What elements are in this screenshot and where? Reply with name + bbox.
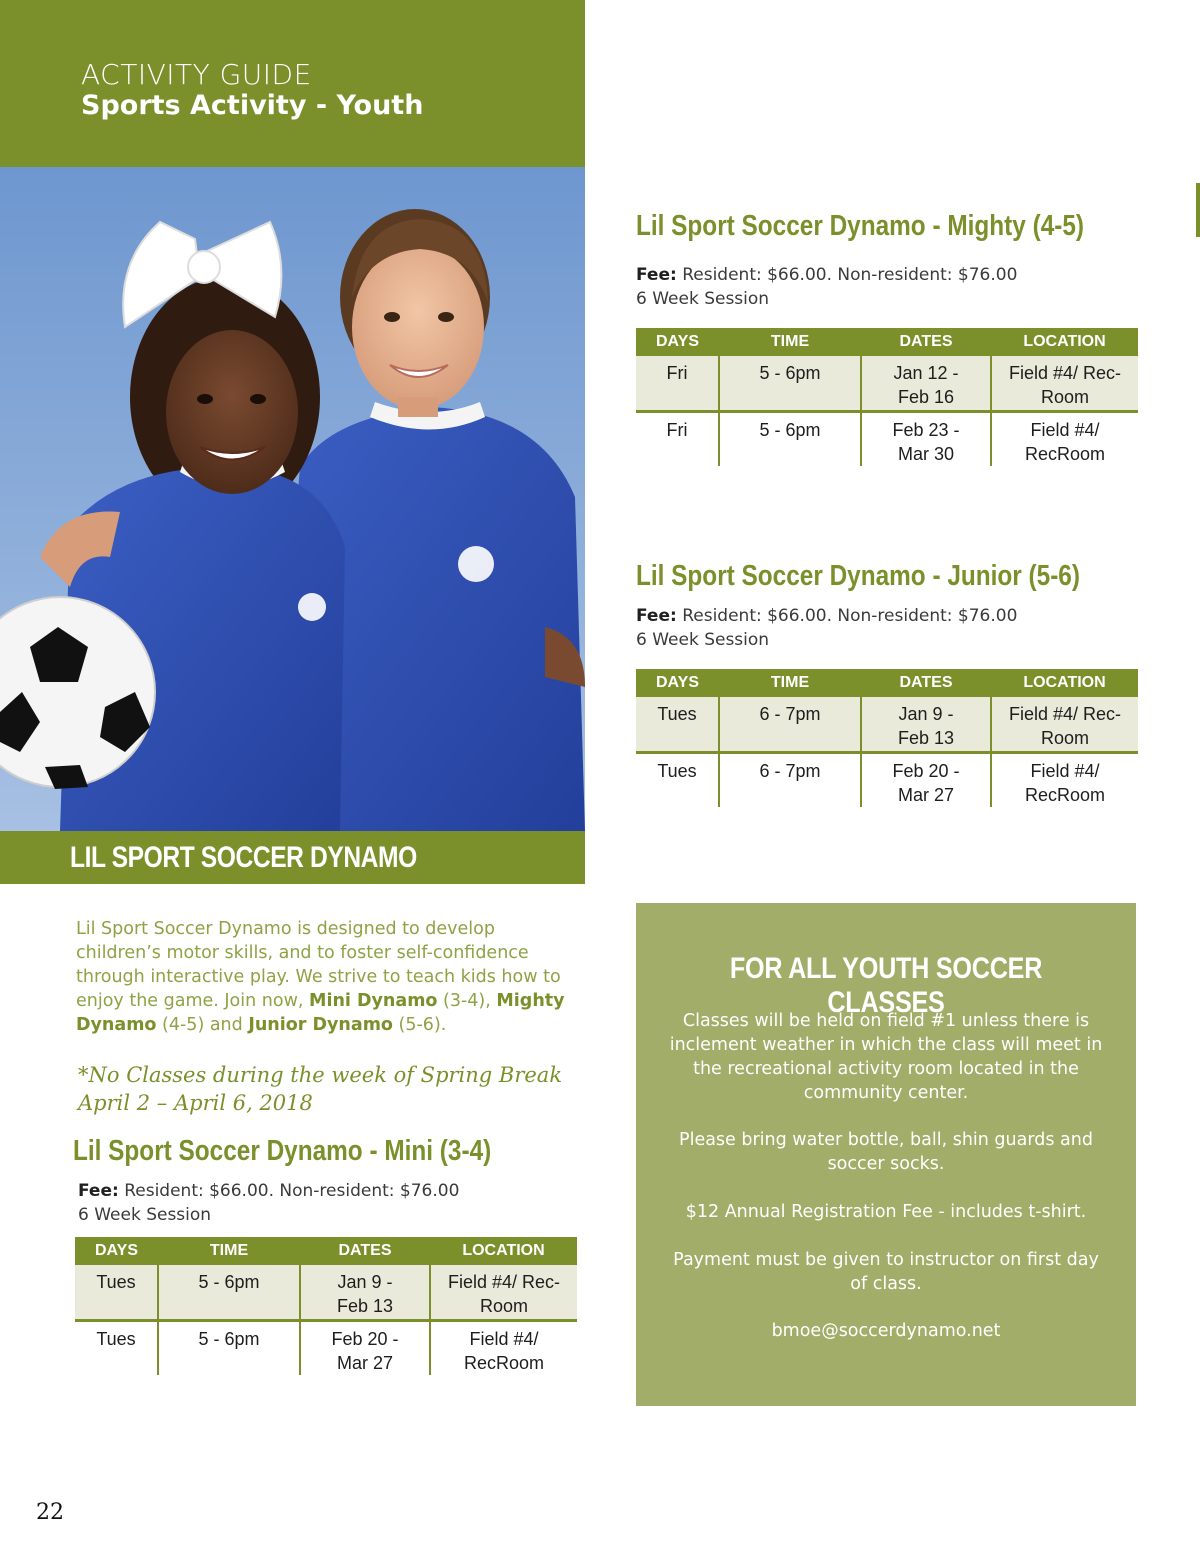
junior-dynamo-name: Junior Dynamo bbox=[248, 1015, 393, 1035]
fee-block-mini bbox=[78, 1179, 459, 1227]
dates-end: Feb 13 bbox=[336, 1296, 394, 1316]
cell-time: 5 - 6pm bbox=[719, 411, 861, 466]
table-row bbox=[636, 411, 1138, 466]
dates-end: Mar 27 bbox=[897, 784, 955, 805]
soccer-kids-illustration bbox=[0, 167, 585, 831]
info-equipment: Please bring water bottle, ball, shin guards and soccer socks. bbox=[679, 1130, 1093, 1174]
class-title-junior: Lil Sport Soccer Dynamo - Junior (5-6) bbox=[636, 560, 1080, 592]
dates-start: Feb 20 - bbox=[892, 760, 960, 781]
fee-text: Resident: $66.00. Non-resident: $76.00 bbox=[676, 265, 1018, 285]
dates-start: Feb 23 - bbox=[892, 419, 960, 440]
table-row bbox=[636, 752, 1138, 807]
location-line-2: Room bbox=[1040, 387, 1089, 407]
info-box-title: FOR ALL YOUTH SOCCER CLASSES bbox=[729, 952, 1043, 1019]
table-row bbox=[636, 697, 1138, 752]
schedule-table-mighty bbox=[636, 328, 1138, 466]
page-edge-tab bbox=[1196, 183, 1200, 237]
dates-end: Mar 27 bbox=[336, 1352, 394, 1373]
schedule-table-mini bbox=[75, 1237, 577, 1375]
cell-dates bbox=[300, 1265, 430, 1320]
location-line-2: RecRoom bbox=[463, 1352, 545, 1373]
location-line-1: Field #4/ Rec- bbox=[1008, 704, 1122, 724]
dates-end: Feb 13 bbox=[897, 728, 955, 748]
location-line-2: RecRoom bbox=[1024, 443, 1106, 464]
guide-title: Sports Activity - Youth bbox=[81, 90, 424, 121]
session-length: 6 Week Session bbox=[78, 1205, 212, 1225]
col-header-dates: DATES bbox=[861, 328, 991, 356]
cell-location bbox=[430, 1265, 577, 1320]
info-field-policy: Classes will be held on field #1 unless there is inclement weather in which the class will meet in the recreational activity room located in the community center. bbox=[669, 1011, 1103, 1103]
col-header-location: LOCATION bbox=[430, 1237, 577, 1265]
fee-text: Resident: $66.00. Non-resident: $76.00 bbox=[118, 1181, 460, 1201]
col-header-time: TIME bbox=[719, 669, 861, 697]
cell-location bbox=[991, 411, 1138, 466]
location-line-2: Room bbox=[479, 1296, 528, 1316]
cell-day: Tues bbox=[75, 1320, 158, 1375]
cell-time: 6 - 7pm bbox=[719, 752, 861, 807]
cell-dates bbox=[861, 356, 991, 411]
program-description bbox=[76, 917, 576, 1037]
cell-time: 5 - 6pm bbox=[158, 1320, 300, 1375]
table-row bbox=[75, 1320, 577, 1375]
contact-email-link[interactable]: bmoe@soccerdynamo.net bbox=[771, 1321, 1001, 1341]
col-header-time: TIME bbox=[719, 328, 861, 356]
fee-block-mighty bbox=[636, 263, 1017, 311]
mighty-dynamo-name: Mighty Dynamo bbox=[76, 991, 565, 1035]
col-header-location: LOCATION bbox=[991, 669, 1138, 697]
dates-start: Jan 12 - bbox=[893, 363, 959, 383]
mini-dynamo-name: Mini Dynamo bbox=[309, 991, 438, 1011]
location-line-1: Field #4/ Rec- bbox=[1008, 363, 1122, 383]
session-length: 6 Week Session bbox=[636, 630, 770, 650]
session-length: 6 Week Session bbox=[636, 289, 770, 309]
col-header-dates: DATES bbox=[861, 669, 991, 697]
schedule-table-junior bbox=[636, 669, 1138, 807]
location-line-1: Field #4/ bbox=[1030, 419, 1100, 440]
dates-end: Mar 30 bbox=[897, 443, 955, 464]
fee-label: Fee: bbox=[636, 265, 677, 285]
fee-block-junior bbox=[636, 604, 1017, 652]
info-registration-fee: $12 Annual Registration Fee - includes t-shirt. bbox=[685, 1202, 1087, 1222]
fee-label: Fee: bbox=[78, 1181, 119, 1201]
cell-time: 5 - 6pm bbox=[719, 356, 861, 411]
location-line-1: Field #4/ bbox=[469, 1328, 539, 1349]
cell-location bbox=[991, 752, 1138, 807]
fee-label: Fee: bbox=[636, 606, 677, 626]
dates-start: Jan 9 - bbox=[898, 704, 954, 724]
col-header-time: TIME bbox=[158, 1237, 300, 1265]
cell-day: Tues bbox=[636, 752, 719, 807]
spring-break-note bbox=[78, 1061, 562, 1117]
cell-day: Fri bbox=[636, 411, 719, 466]
section-band bbox=[0, 831, 585, 884]
cell-dates bbox=[861, 411, 991, 466]
info-payment: Payment must be given to instructor on first day of class. bbox=[673, 1250, 1099, 1294]
location-line-1: Field #4/ bbox=[1030, 760, 1100, 781]
dates-start: Feb 20 - bbox=[331, 1328, 399, 1349]
section-title: LIL SPORT SOCCER DYNAMO bbox=[70, 841, 417, 874]
table-row bbox=[75, 1265, 577, 1320]
location-line-2: Room bbox=[1040, 728, 1089, 748]
cell-day: Tues bbox=[636, 697, 719, 752]
dates-start: Jan 9 - bbox=[337, 1272, 393, 1292]
cell-location bbox=[991, 697, 1138, 752]
col-header-days: DAYS bbox=[636, 328, 719, 356]
header-band bbox=[0, 0, 585, 167]
junior-dynamo-age: (5-6). bbox=[392, 1015, 447, 1035]
col-header-dates: DATES bbox=[300, 1237, 430, 1265]
cell-dates bbox=[861, 697, 991, 752]
cell-location bbox=[991, 356, 1138, 411]
spring-break-dates: April 2 – April 6, 2018 bbox=[78, 1091, 313, 1115]
cell-dates bbox=[861, 752, 991, 807]
location-line-1: Field #4/ Rec- bbox=[447, 1272, 561, 1292]
info-box bbox=[636, 903, 1136, 1406]
mini-dynamo-age: (3-4), bbox=[437, 991, 497, 1011]
cell-day: Fri bbox=[636, 356, 719, 411]
col-header-days: DAYS bbox=[75, 1237, 158, 1265]
cell-dates bbox=[300, 1320, 430, 1375]
hero-photo bbox=[0, 167, 585, 831]
cell-time: 6 - 7pm bbox=[719, 697, 861, 752]
guide-kicker: ACTIVITY GUIDE bbox=[81, 58, 312, 91]
location-line-2: RecRoom bbox=[1024, 784, 1106, 805]
col-header-location: LOCATION bbox=[991, 328, 1138, 356]
cell-day: Tues bbox=[75, 1265, 158, 1320]
mighty-dynamo-age: (4-5) and bbox=[156, 1015, 249, 1035]
table-row bbox=[636, 356, 1138, 411]
page-number: 22 bbox=[36, 1500, 64, 1525]
class-title-mini: Lil Sport Soccer Dynamo - Mini (3-4) bbox=[73, 1135, 492, 1167]
description-intro: Lil Sport Soccer Dynamo is designed to develop children’s motor skills, and to foster self-confidence through interactive play. We strive to teach kids how to enjoy the game. Join now, bbox=[76, 919, 561, 1011]
fee-text: Resident: $66.00. Non-resident: $76.00 bbox=[676, 606, 1018, 626]
col-header-days: DAYS bbox=[636, 669, 719, 697]
spring-break-line: *No Classes during the week of Spring Break bbox=[78, 1063, 563, 1087]
cell-location bbox=[430, 1320, 577, 1375]
cell-time: 5 - 6pm bbox=[158, 1265, 300, 1320]
class-title-mighty: Lil Sport Soccer Dynamo - Mighty (4-5) bbox=[636, 210, 1085, 242]
dates-end: Feb 16 bbox=[897, 387, 955, 407]
